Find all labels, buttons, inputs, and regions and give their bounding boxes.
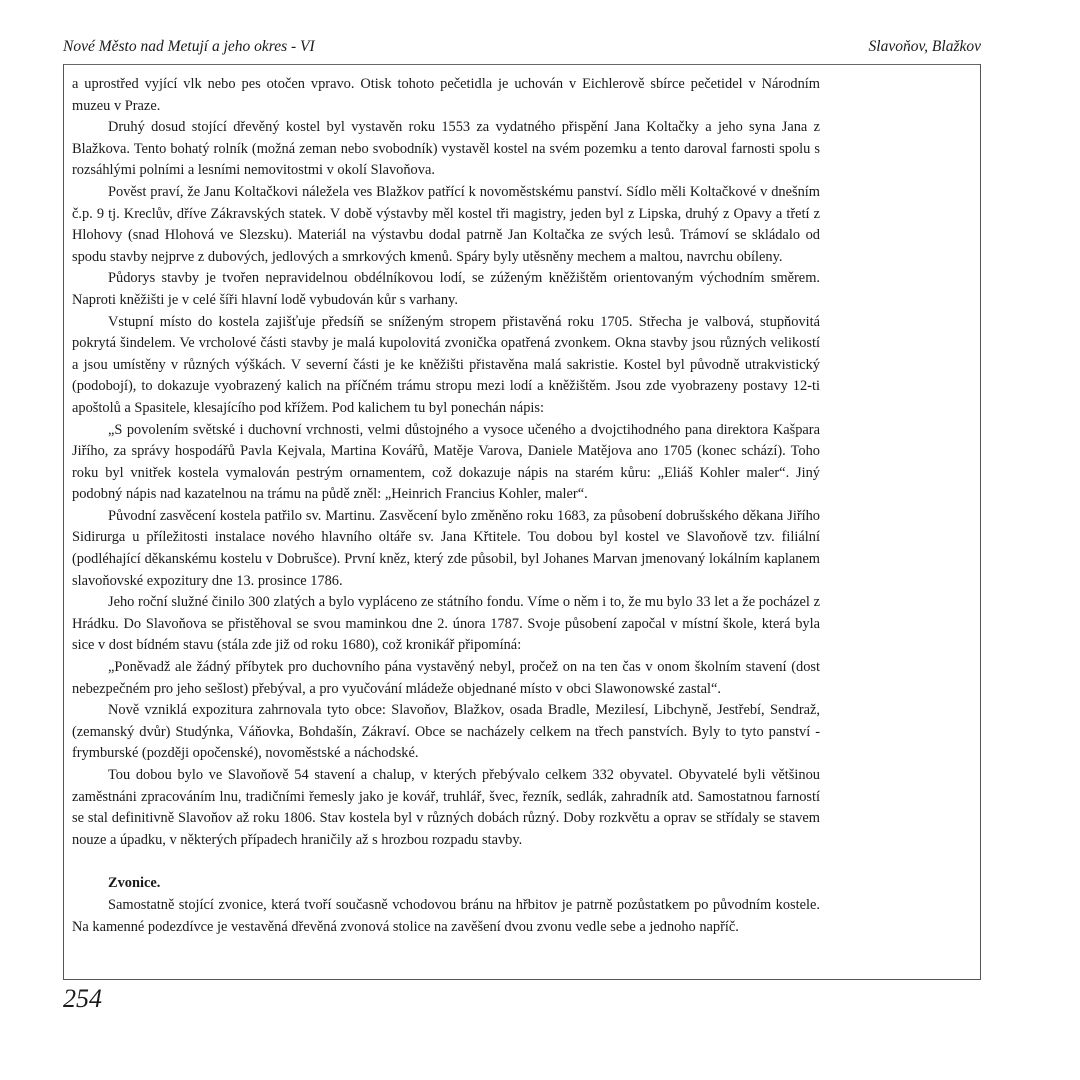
paragraph-continuation: a uprostřed vyjící vlk nebo pes otočen vpravo. Otisk tohoto pečetidla je uchován v Eichlerově sbírce pečetidel v Národním muzeu v Praze. bbox=[72, 76, 820, 114]
running-header bbox=[63, 38, 981, 60]
paragraph: Vstupní místo do kostela zajišťuje předsíň se sníženým stropem přistavěná roku 1705. Střecha je valbová, stupňovitá pokrytá šindelem. Ve vrcholové části stavby je malá kupolovitá zvonička opatřená zvonkem. Okna stavby jsou různých velikostí a jsou umístěny v různých výškách. V severní části je ke kněžišti přistavěna malá sakristie. Kostel byl původně utrakvistický (podobojí), to dokazuje vyobrazený kalich na příčném trámu stropu mezi lodí a kněžištěm. Jsou zde vyobrazeny postavy 12-ti apoštolů a Spasitele, klesajícího pod křížem. Pod kalichem tu byl ponechán nápis: bbox=[72, 313, 820, 416]
paragraph-quote: „S povolením světské i duchovní vrchnosti, velmi důstojného a vysoce učeného a dvojctihodného pana direktora Kašpara Jiřího, za správy hospodářů Pavla Kejvala, Martina Kovářů, Matěje Varova, Daniele Matějova ano 1705 (konec schází). Toho roku byl vnitřek kostela vymalován pestrým ornamentem, což dokazuje nápis na starém kůru: „Eliáš Kohler maler“. Jiný podobný nápis nad kazatelnou na trámu na půdě zněl: „Heinrich Francius Kohler, maler“. bbox=[72, 421, 820, 503]
section-paragraph: Samostatně stojící zvonice, která tvoří současně vchodovou bránu na hřbitov je patrně pozůstatkem po původním kostele. Na kamenné podezdívce je vestavěná dřevěná zvonová stolice na zavěšení dvou zvonu vedle sebe a jednoho napříč. bbox=[72, 896, 820, 935]
section-heading: Zvonice. bbox=[108, 875, 161, 892]
running-header-book-title: Nové Město nad Metují a jeho okres - VI bbox=[63, 38, 315, 55]
paragraph: Nově vzniklá expozitura zahrnovala tyto obce: Slavoňov, Blažkov, osada Bradle, Mezilesí, Libchyně, Jestřebí, Sendraž, (zemanský dvůr) Studýnka, Váňovka, Bohdašín, Zákraví. Obce se nacházely celkem na třech panstvích. Byly to tyto panství - frymburské (později opočenské), novoměstské a náchodské. bbox=[72, 702, 820, 762]
running-header-chapter-title: Slavoňov, Blažkov bbox=[868, 38, 981, 55]
paragraph: Druhý dosud stojící dřevěný kostel byl vystavěn roku 1553 za vydatného přispění Jana Koltačky a jeho syna Jana z Blažkova. Tento bohatý rolník (možná zeman nebo svobodník) vystavěl kostel na svém pozemku a tento daroval farnosti spolu s rozsáhlými polními a lesními nemovitostmi v okolí Slavoňova. bbox=[72, 119, 820, 179]
paragraph: Půdorys stavby je tvořen nepravidelnou obdélníkovou lodí, se zúženým kněžištěm orientovaným východním směrem. Naproti kněžišti je v celé šíři hlavní lodě vybudován kůr s varhany. bbox=[72, 270, 820, 308]
paragraph: Původní zasvěcení kostela patřilo sv. Martinu. Zasvěcení bylo změněno roku 1683, za působení dobrušského děkana Jiřího Sidirurga u příležitosti instalace nového hlavního oltáře sv. Jana Křtitele. Tou dobou byl kostel ve Slavoňově tzv. filiální (podléhající děkanskému kostelu v Dobrušce). První kněz, který zde působil, byl Johanes Marvan jmenovaný lokálním kaplanem slavoňovské expozitury dne 13. prosince 1786. bbox=[72, 507, 820, 589]
text-body bbox=[72, 74, 820, 938]
paragraph-quote: „Poněvadž ale žádný příbytek pro duchovního pána vystavěný nebyl, pročež on na ten čas v onom školním stavení (dost nebezpečném pro jeho sešlost) přebýval, a pro vyučování mládeže objednané místo v obci Slawonowské zastal“. bbox=[72, 659, 820, 697]
paragraph: Jeho roční služné činilo 300 zlatých a bylo vypláceno ze státního fondu. Víme o něm i to, že mu bylo 33 let a že pocházel z Hrádku. Do Slavoňova se přistěhoval se svou maminkou dne 2. února 1787. Svoje působení započal v místní škole, která byla sice v dost bídném stavu (stála zde již od roku 1680), což kronikář připomíná: bbox=[72, 594, 820, 654]
paragraph: Tou dobou bylo ve Slavoňově 54 stavení a chalup, v kterých přebývalo celkem 332 obyvatel. Obyvatelé byli většinou zaměstnáni zpracováním lnu, tradičními řemesly jako je kovář, truhlář, švec, řezník, sedlák, zahradník atd. Samostatnou farností se stal definitivně Slavoňov až roku 1806. Stav kostela byl v různých dobách různý. Doby rozkvětu a oprav se střídaly se stavem nouze a úpadku, v některých případech hraničily až s hrozbou rozpadu stavby. bbox=[72, 767, 820, 848]
page-number: 254 bbox=[63, 984, 102, 1013]
section-gap bbox=[72, 851, 820, 873]
paragraph: Pověst praví, že Janu Koltačkovi náležela ves Blažkov patřící k novoměstskému panství. Sídlo měli Koltačkové v dnešním č.p. 9 tj. Kreclův, dříve Zákravských statek. V době výstavby měl kostel tři magistry, jeden byl z Lipska, druhý z Opavy a třetí z Hlohovy (snad Hlohová ve Slezsku). Materiál na výstavbu dodal patrně Jan Koltačka ze svých lesů. Trámoví se skládalo od spodu stavby nejprve z dubových, jedlových a smrkových kmenů. Spáry byly utěsněny mechem a maltou, navrchu obíleny. bbox=[72, 183, 820, 265]
